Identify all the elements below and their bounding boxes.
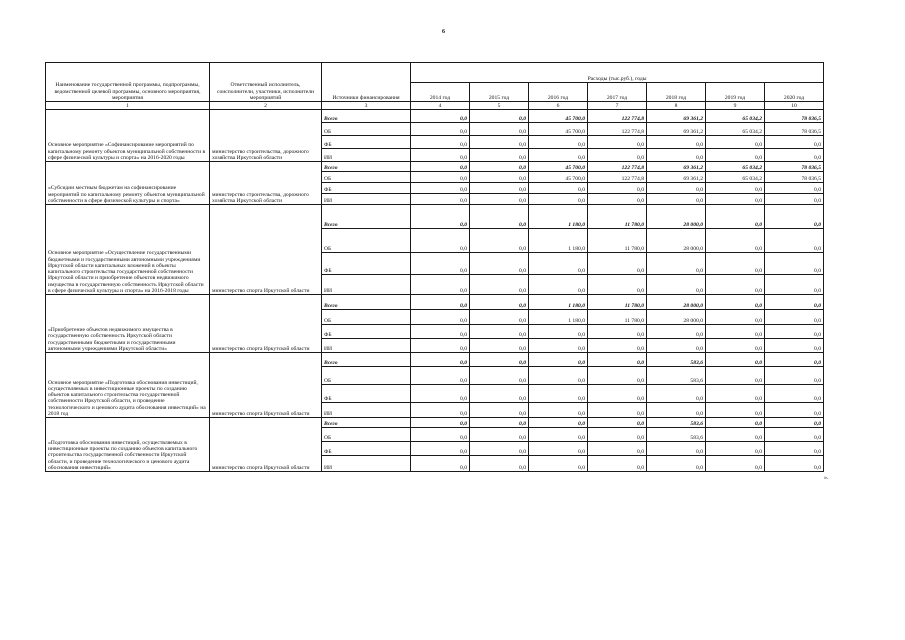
expense-value: 0,0 xyxy=(411,110,470,123)
responsible-executor: министерство строительства, дорожного хозяйства Иркутской области xyxy=(210,162,322,205)
expense-value: 0,0 xyxy=(765,310,824,325)
funding-source: ФБ xyxy=(322,183,411,194)
expense-value: 1 180,0 xyxy=(529,205,588,229)
expense-value: 0,0 xyxy=(470,310,529,325)
expense-value: 0,0 xyxy=(706,275,765,295)
expense-value: 0,0 xyxy=(470,253,529,275)
funding-source: Всего xyxy=(322,295,411,310)
expense-value: 0,0 xyxy=(529,442,588,456)
expense-value: 0,0 xyxy=(411,428,470,442)
expense-value: 0,0 xyxy=(470,275,529,295)
responsible-executor: министерство строительства, дорожного хозяйства Иркутской области xyxy=(210,110,322,162)
expense-value: 0,0 xyxy=(647,442,706,456)
expense-value: 122 774,8 xyxy=(588,162,647,172)
funding-source: Всего xyxy=(322,162,411,172)
expense-value: 0,0 xyxy=(411,172,470,183)
funding-source: ИИ xyxy=(322,403,411,418)
table-row xyxy=(46,295,824,310)
funding-source: ФБ xyxy=(322,442,411,456)
funding-source: Всего xyxy=(322,353,411,367)
expense-value: 0,0 xyxy=(411,339,470,353)
expense-value: 0,0 xyxy=(529,428,588,442)
expense-value: 0,0 xyxy=(411,149,470,162)
expense-value: 0,0 xyxy=(588,428,647,442)
expense-value: 0,0 xyxy=(706,229,765,253)
expense-value: 0,0 xyxy=(411,310,470,325)
expense-value: 0,0 xyxy=(529,418,588,428)
expense-value: 0,0 xyxy=(765,442,824,456)
expense-value: 0,0 xyxy=(411,295,470,310)
expense-value: 0,0 xyxy=(588,403,647,418)
expense-value: 0,0 xyxy=(706,325,765,339)
expense-value: 0,0 xyxy=(706,418,765,428)
activity-name: «Подготовка обоснования инвестиций, осуществляемых в инвестиционные проекты по созданию объектов капитального строительства государственной собственности Иркутской области, и проведение технологического и ценового аудита обоснования инвестиций» xyxy=(46,418,210,472)
expense-value: 65 034,2 xyxy=(706,172,765,183)
expense-value: 0,0 xyxy=(470,295,529,310)
expense-value: 0,0 xyxy=(706,205,765,229)
expense-value: 583,6 xyxy=(647,428,706,442)
responsible-executor: министерство спорта Иркутской области xyxy=(210,418,322,472)
expense-value: 583,6 xyxy=(647,367,706,385)
funding-source: ОБ xyxy=(322,229,411,253)
expense-value: 1 180,0 xyxy=(529,229,588,253)
expense-value: 0,0 xyxy=(706,310,765,325)
expense-value: 11 780,0 xyxy=(588,310,647,325)
expense-value: 65 034,2 xyxy=(706,162,765,172)
expense-value: 0,0 xyxy=(765,194,824,205)
expense-value: 0,0 xyxy=(647,403,706,418)
funding-source: Всего xyxy=(322,205,411,229)
expense-value: 11 780,0 xyxy=(588,205,647,229)
expense-value: 0,0 xyxy=(529,325,588,339)
header-name: Наименование государственной программы, подпрограммы, ведомственной целевой программы, основного мероприятия, мероприятия xyxy=(46,63,210,102)
table-row xyxy=(46,418,824,428)
expense-value: 0,0 xyxy=(411,205,470,229)
header-responsible: Ответственный исполнитель, соисполнители, участники, исполнители мероприятий xyxy=(210,63,322,102)
expense-value: 0,0 xyxy=(588,253,647,275)
expense-value: 0,0 xyxy=(765,339,824,353)
expense-value: 0,0 xyxy=(706,253,765,275)
expense-value: 11 780,0 xyxy=(588,229,647,253)
expense-value: 0,0 xyxy=(529,253,588,275)
funding-source: Всего xyxy=(322,418,411,428)
expense-value: 0,0 xyxy=(470,353,529,367)
expense-value: 0,0 xyxy=(647,253,706,275)
expense-value: 122 774,8 xyxy=(588,110,647,123)
expense-value: 69 361,2 xyxy=(647,172,706,183)
expense-value: 0,0 xyxy=(411,194,470,205)
table-row xyxy=(46,110,824,123)
expense-value: 0,0 xyxy=(647,456,706,472)
expense-value: 0,0 xyxy=(765,456,824,472)
funding-source: ИИ xyxy=(322,194,411,205)
expense-value: 0,0 xyxy=(706,456,765,472)
funding-source: ИИ xyxy=(322,456,411,472)
expense-value: 0,0 xyxy=(765,205,824,229)
responsible-executor: министерство спорта Иркутской области xyxy=(210,353,322,418)
expense-value: 583,6 xyxy=(647,353,706,367)
expense-value: 1 180,0 xyxy=(529,295,588,310)
responsible-executor: министерство спорта Иркутской области xyxy=(210,205,322,295)
activity-name: Основное мероприятие «Софинансирование мероприятий по капитальному ремонту объектов муниципальной собственности в сфере физической культуры и спорта» на 2016-2020 годы xyxy=(46,110,210,162)
expense-value: 0,0 xyxy=(411,325,470,339)
expense-value: 0,0 xyxy=(588,418,647,428)
expense-value: 0,0 xyxy=(588,339,647,353)
expense-value: 0,0 xyxy=(470,456,529,472)
expense-value: 0,0 xyxy=(411,162,470,172)
expense-value: 0,0 xyxy=(706,295,765,310)
table-row xyxy=(46,162,824,172)
expense-value: 0,0 xyxy=(647,275,706,295)
expense-value: 0,0 xyxy=(647,149,706,162)
expense-value: 0,0 xyxy=(765,367,824,385)
activity-name: Основное мероприятие «Подготовка обоснования инвестиций, осуществляемых в инвестиционные проекты по созданию объектов капитального строительства государственной собственности Иркутской области, и проведение технологического и ценового аудита обоснования инвестиций» на 2018 год xyxy=(46,353,210,418)
header-source: Источники финансирования xyxy=(322,63,411,102)
expense-value: 0,0 xyxy=(706,149,765,162)
header-year: 2015 год xyxy=(470,83,529,102)
funding-source: ОБ xyxy=(322,123,411,136)
header-year: 2020 год xyxy=(765,83,824,102)
expense-value: 0,0 xyxy=(470,403,529,418)
expense-value: 0,0 xyxy=(470,442,529,456)
expense-value: 0,0 xyxy=(529,385,588,403)
expense-value: 0,0 xyxy=(411,385,470,403)
expense-value: 28 000,0 xyxy=(647,295,706,310)
expense-value: 0,0 xyxy=(411,353,470,367)
funding-source: ОБ xyxy=(322,428,411,442)
expense-value: 122 774,8 xyxy=(588,123,647,136)
expense-value: 0,0 xyxy=(529,339,588,353)
column-number: 1 xyxy=(46,102,210,110)
expense-value: 78 036,5 xyxy=(765,110,824,123)
funding-source: Всего xyxy=(322,110,411,123)
expense-value: 0,0 xyxy=(411,442,470,456)
funding-source: ИИ xyxy=(322,339,411,353)
expense-value: 0,0 xyxy=(765,136,824,149)
expense-value: 78 036,5 xyxy=(765,162,824,172)
expense-value: 28 000,0 xyxy=(647,310,706,325)
expense-value: 0,0 xyxy=(411,418,470,428)
header-expenses: Расходы (тыс.руб.), годы xyxy=(411,63,824,83)
expense-value: 0,0 xyxy=(411,456,470,472)
expense-value: 0,0 xyxy=(529,456,588,472)
expense-value: 0,0 xyxy=(706,403,765,418)
header-year: 2018 год xyxy=(647,83,706,102)
expense-value: 0,0 xyxy=(411,136,470,149)
column-number: 3 xyxy=(322,102,411,110)
header-year: 2014 год xyxy=(411,83,470,102)
expense-value: 0,0 xyxy=(470,428,529,442)
expense-value: 0,0 xyxy=(470,172,529,183)
expense-value: 0,0 xyxy=(765,418,824,428)
expense-value: 0,0 xyxy=(706,194,765,205)
page-number: 6 xyxy=(442,29,445,35)
expense-value: 0,0 xyxy=(470,205,529,229)
expense-value: 0,0 xyxy=(470,385,529,403)
expense-value: 0,0 xyxy=(588,385,647,403)
activity-name: Основное мероприятие «Осуществление государственными бюджетными и государственными автономными учреждениями Иркутской области капитальных вложений в объекты капитального строительства государственной собственности Иркутской области и приобретение объектов недвижимого имущества в государственную собственность Иркутской области в сфере физической культуры и спорта» на 2016-2018 годы xyxy=(46,205,210,295)
expense-value: 0,0 xyxy=(470,339,529,353)
expense-value: 0,0 xyxy=(411,367,470,385)
expense-value: 0,0 xyxy=(647,194,706,205)
expense-value: 0,0 xyxy=(706,339,765,353)
expense-value: 0,0 xyxy=(765,229,824,253)
column-number: 9 xyxy=(706,102,765,110)
funding-source: ФБ xyxy=(322,325,411,339)
expense-value: 0,0 xyxy=(588,367,647,385)
expense-value: 65 034,2 xyxy=(706,123,765,136)
expense-value: 0,0 xyxy=(470,229,529,253)
expense-value: 0,0 xyxy=(588,194,647,205)
expense-value: 0,0 xyxy=(470,136,529,149)
expense-value: 0,0 xyxy=(765,353,824,367)
expense-value: 0,0 xyxy=(706,136,765,149)
expense-value: 0,0 xyxy=(529,194,588,205)
expense-value: 0,0 xyxy=(706,353,765,367)
column-number: 5 xyxy=(470,102,529,110)
column-number: 8 xyxy=(647,102,706,110)
expense-value: 78 036,5 xyxy=(765,172,824,183)
expense-value: 45 700,0 xyxy=(529,172,588,183)
expense-value: 0,0 xyxy=(470,123,529,136)
expense-value: 0,0 xyxy=(647,385,706,403)
expense-value: 0,0 xyxy=(706,385,765,403)
expense-value: 0,0 xyxy=(470,418,529,428)
expense-value: 0,0 xyxy=(529,367,588,385)
expense-value: 0,0 xyxy=(411,403,470,418)
header-year: 2019 год xyxy=(706,83,765,102)
expense-value: 0,0 xyxy=(647,325,706,339)
expense-value: 11 780,0 xyxy=(588,295,647,310)
expense-value: 0,0 xyxy=(470,110,529,123)
expense-value: 69 361,2 xyxy=(647,162,706,172)
expense-value: 0,0 xyxy=(470,183,529,194)
header-year: 2016 год xyxy=(529,83,588,102)
expense-value: 0,0 xyxy=(765,403,824,418)
expense-value: 0,0 xyxy=(765,253,824,275)
expense-value: 0,0 xyxy=(765,149,824,162)
expense-value: 0,0 xyxy=(647,136,706,149)
funding-source: ФБ xyxy=(322,136,411,149)
funding-source: ИИ xyxy=(322,149,411,162)
expense-value: 0,0 xyxy=(588,353,647,367)
expense-value: 28 000,0 xyxy=(647,205,706,229)
expense-value: 0,0 xyxy=(588,325,647,339)
expense-value: 122 774,8 xyxy=(588,172,647,183)
responsible-executor: министерство спорта Иркутской области xyxy=(210,295,322,353)
expense-value: 0,0 xyxy=(411,253,470,275)
activity-name: «Субсидии местным бюджетам на софинансирование мероприятий по капитальному ремонту объектов муниципальной собственности в сфере физической культуры и спорта» xyxy=(46,162,210,205)
expense-value: 0,0 xyxy=(411,275,470,295)
expense-value: 0,0 xyxy=(765,385,824,403)
expense-value: 28 000,0 xyxy=(647,229,706,253)
expense-value: 0,0 xyxy=(647,183,706,194)
expense-value: 0,0 xyxy=(529,149,588,162)
expense-value: 0,0 xyxy=(765,275,824,295)
funding-source: ФБ xyxy=(322,253,411,275)
expense-value: 0,0 xyxy=(647,339,706,353)
expense-value: 69 361,2 xyxy=(647,110,706,123)
expense-value: 45 700,0 xyxy=(529,162,588,172)
table-row xyxy=(46,353,824,367)
expense-value: 0,0 xyxy=(470,367,529,385)
expense-value: 69 361,2 xyxy=(647,123,706,136)
expense-value: 0,0 xyxy=(706,183,765,194)
expense-value: 1 180,0 xyxy=(529,310,588,325)
expense-value: 583,6 xyxy=(647,418,706,428)
column-number: 7 xyxy=(588,102,647,110)
expense-value: 45 700,0 xyxy=(529,123,588,136)
expense-value: 0,0 xyxy=(588,149,647,162)
closing-mark: ». xyxy=(824,475,829,481)
expense-value: 0,0 xyxy=(706,442,765,456)
expense-value: 0,0 xyxy=(411,229,470,253)
expense-value: 0,0 xyxy=(529,275,588,295)
expense-value: 0,0 xyxy=(529,136,588,149)
expense-value: 78 036,5 xyxy=(765,123,824,136)
expense-value: 0,0 xyxy=(470,194,529,205)
budget-table xyxy=(45,62,824,472)
expense-value: 0,0 xyxy=(588,442,647,456)
expense-value: 0,0 xyxy=(765,325,824,339)
expense-value: 0,0 xyxy=(765,295,824,310)
expense-value: 0,0 xyxy=(529,353,588,367)
expense-value: 0,0 xyxy=(588,275,647,295)
expense-value: 0,0 xyxy=(588,183,647,194)
expense-value: 45 700,0 xyxy=(529,110,588,123)
funding-source: ОБ xyxy=(322,367,411,385)
expense-value: 65 034,2 xyxy=(706,110,765,123)
expense-value: 0,0 xyxy=(529,183,588,194)
expense-value: 0,0 xyxy=(706,367,765,385)
expense-value: 0,0 xyxy=(470,162,529,172)
funding-source: ОБ xyxy=(322,172,411,183)
column-number: 10 xyxy=(765,102,824,110)
funding-source: ОБ xyxy=(322,310,411,325)
expense-value: 0,0 xyxy=(470,325,529,339)
column-number: 2 xyxy=(210,102,322,110)
expense-value: 0,0 xyxy=(765,183,824,194)
column-number: 6 xyxy=(529,102,588,110)
expense-value: 0,0 xyxy=(588,456,647,472)
expense-value: 0,0 xyxy=(411,183,470,194)
expense-value: 0,0 xyxy=(529,403,588,418)
expense-value: 0,0 xyxy=(470,149,529,162)
expense-value: 0,0 xyxy=(411,123,470,136)
expense-value: 0,0 xyxy=(706,428,765,442)
funding-source: ФБ xyxy=(322,385,411,403)
table-row xyxy=(46,205,824,229)
expense-value: 0,0 xyxy=(765,428,824,442)
activity-name: «Приобретение объектов недвижимого имущества в государственную собственность Иркутской области государственными бюджетными и государственными автономными учреждениями Иркутской области» xyxy=(46,295,210,353)
header-year: 2017 год xyxy=(588,83,647,102)
expense-value: 0,0 xyxy=(588,136,647,149)
column-number: 4 xyxy=(411,102,470,110)
funding-source: ИИ xyxy=(322,275,411,295)
